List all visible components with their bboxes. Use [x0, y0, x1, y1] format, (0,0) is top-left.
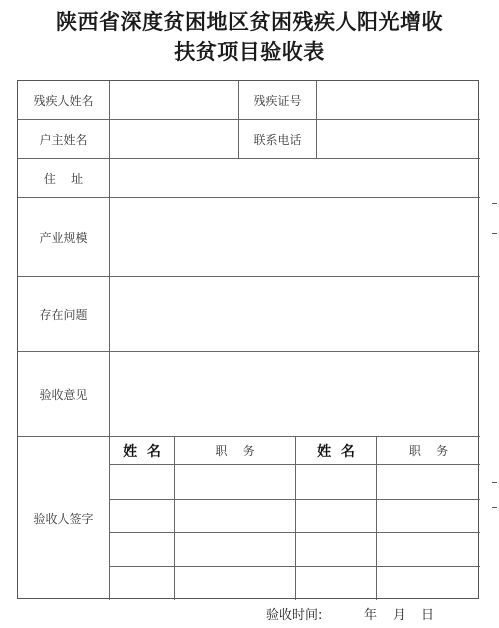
disabled-cert-field[interactable] — [317, 81, 480, 119]
sig-name-header-1: 姓 名 — [123, 443, 161, 460]
sig-position-header-2: 职 务 — [408, 444, 449, 458]
disabled-name-label: 残疾人姓名 — [33, 93, 94, 108]
existing-problems-field[interactable] — [110, 277, 480, 351]
acceptance-opinion-field[interactable] — [110, 352, 480, 436]
acceptor-signature-label: 验收人签字 — [33, 512, 94, 526]
margin-mark — [492, 507, 497, 508]
date-day: 日 — [421, 608, 435, 623]
householder-name-field[interactable] — [110, 120, 238, 158]
address-label: 住 址 — [43, 171, 84, 186]
existing-problems-label: 存在问题 — [39, 307, 88, 322]
phone-field[interactable] — [317, 120, 480, 158]
date-year: 年 — [364, 608, 378, 623]
disabled-cert-label: 残疾证号 — [253, 93, 302, 108]
acceptance-form-table — [17, 80, 479, 599]
acceptance-date-label: 验收时间: — [266, 608, 323, 623]
margin-mark — [492, 233, 497, 234]
margin-mark — [492, 203, 497, 204]
phone-label: 联系电话 — [253, 132, 302, 147]
address-field[interactable] — [110, 159, 480, 197]
form-title-line2: 扶贫项目验收表 — [174, 39, 325, 64]
householder-label: 户主姓名 — [39, 132, 88, 147]
sig-position-header-1: 职 务 — [215, 444, 255, 458]
form-title-line1: 陕西省深度贫困地区贫困残疾人阳光增收 — [56, 9, 443, 34]
industry-scale-field[interactable] — [110, 198, 480, 276]
acceptance-opinion-label: 验收意见 — [39, 387, 88, 402]
margin-mark — [492, 482, 497, 483]
sig-name-header-2: 姓 名 — [317, 443, 355, 460]
disabled-name-field[interactable] — [110, 81, 238, 119]
date-month: 月 — [393, 608, 407, 623]
industry-scale-label: 产业规模 — [39, 230, 88, 245]
